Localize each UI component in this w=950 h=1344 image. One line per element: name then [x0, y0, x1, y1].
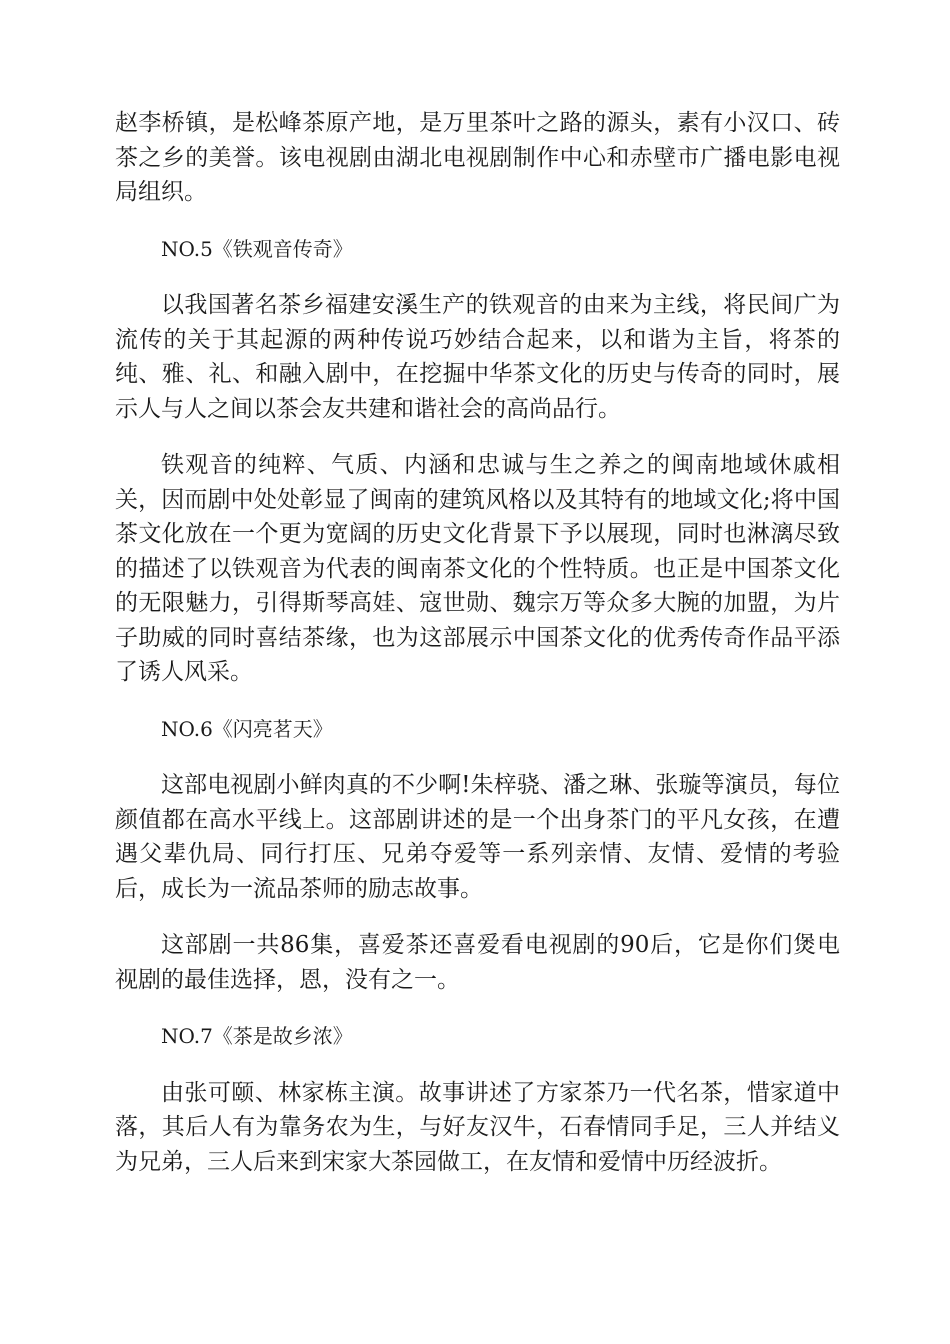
document-body — [115, 106, 840, 1201]
paragraph: 由张可颐、林家栋主演。故事讲述了方家茶乃一代名茶，惜家道中落，其后人有为靠务农为生，与好友汉牛，石春情同手足，三人并结义为兄弟，三人后来到宋家大茶园做工，在友情和爱情中历经波折。 — [115, 1079, 840, 1175]
section-heading-no5: NO.5《铁观音传奇》 — [161, 236, 353, 261]
paragraph: 以我国著名茶乡福建安溪生产的铁观音的由来为主线，将民间广为流传的关于其起源的两种传说巧妙结合起来，以和谐为主旨，将茶的纯、雅、礼、和融入剧中，在挖掘中华茶文化的历史与传奇的同时，展示人与人之间以茶会友共建和谐社会的高尚品行。 — [115, 292, 840, 422]
paragraph: 铁观音的纯粹、气质、内涵和忠诚与生之养之的闽南地域休戚相关，因而剧中处处彰显了闽南的建筑风格以及其特有的地域文化;将中国茶文化放在一个更为宽阔的历史文化背景下予以展现，同时也淋漓尽致的描述了以铁观音为代表的闽南茶文化的个性特质。也正是中国茶文化的无限魅力，引得斯琴高娃、寇世勋、魏宗万等众多大腕的加盟，为片子助威的同时喜结茶缘，也为这部展示中国茶文化的优秀传奇作品平添了诱人风采。 — [115, 452, 840, 685]
section-heading-no6: NO.6《闪亮茗天》 — [161, 716, 333, 741]
paragraph: 这部电视剧小鲜肉真的不少啊!朱梓骁、潘之琳、张璇等演员，每位颜值都在高水平线上。这部剧讲述的是一个出身茶门的平凡女孩，在遭遇父辈仇局、同行打压、兄弟夺爱等一系列亲情、友情、爱情的考验后，成长为一流品茶师的励志故事。 — [115, 772, 840, 902]
paragraph: 这部剧一共86集，喜爱茶还喜爱看电视剧的90后，它是你们煲电视剧的最佳选择，恩，没有之一。 — [115, 932, 840, 993]
paragraph-continuation: 赵李桥镇，是松峰茶原产地，是万里茶叶之路的源头，素有小汉口、砖茶之乡的美誉。该电视剧由湖北电视剧制作中心和赤壁市广播电影电视局组织。 — [115, 110, 840, 205]
section-heading-no7: NO.7《茶是故乡浓》 — [161, 1024, 353, 1048]
